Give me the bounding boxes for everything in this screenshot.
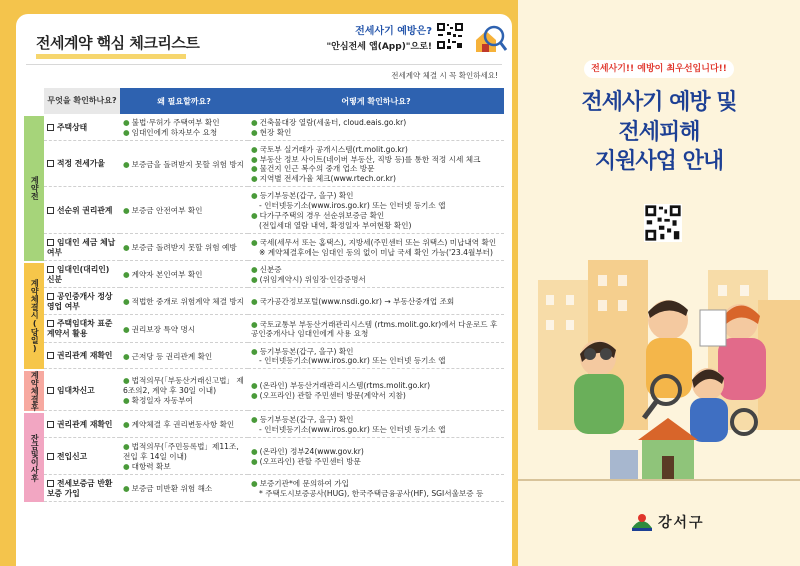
header-why: 왜 필요할까요? [120,88,248,114]
how-line: 다가구주택의 경우 선순위보증금 확인 [259,210,385,220]
how-line: - 인터넷등기소(www.iros.go.kr) 또는 인터넷 등기소 앱 [259,201,446,211]
how-line: ※ 계약체결후에는 임대인 동의 없이 미납 국세 확인 가능('23.4월부터) [259,247,493,257]
checkbox-icon[interactable] [47,320,54,327]
card-title: 전세계약 핵심 체크리스트 [36,34,200,52]
bullet-icon: ● [251,446,258,456]
how-line: (오프라인) 관할 주민센터 방문 [259,456,361,466]
bullet-icon: ● [251,297,258,307]
checkbox-icon[interactable] [47,266,54,273]
app-promo [326,22,432,52]
checkbox-icon[interactable] [47,160,54,167]
header-what: 무엇을 확인하나요? [44,88,120,114]
bullet-icon: ● [251,265,258,275]
checkbox-icon[interactable] [47,239,54,246]
header-how: 어떻게 확인하나요? [248,88,504,114]
check-item[interactable] [44,116,120,141]
how-line: - 인터넷등기소(www.iros.go.kr) 또는 인터넷 등기소 앱 [259,356,446,366]
table-header-row [24,88,504,114]
how-line: 국가공간정보포털(www.nsdi.go.kr) → 부동산중개업 조회 [259,297,455,307]
magnifier-house-icon [470,20,508,58]
category-label [24,413,44,502]
main-title-line3: 지원사업 안내 [594,149,724,175]
check-item[interactable] [44,236,120,261]
table-row [24,440,504,475]
checklist-table [24,86,504,504]
gangseo-logo-icon [630,510,654,532]
how-line: 국토부 실거래가 공개시스템(rt.molit.go.kr) [259,144,408,154]
check-item[interactable] [44,345,120,370]
checkbox-icon[interactable] [47,453,54,460]
table-row [24,290,504,315]
bullet-icon: ● [123,351,130,361]
bullet-icon: ● [251,319,258,329]
how-line: (위임계약시) 위임장·인감증명서 [259,274,366,284]
how-line: (전입세대 열람 내역, 확정일자 부여현황 확인) [259,220,412,230]
why-line: 보증금 안전여부 확인 [131,205,203,215]
check-item[interactable] [44,317,120,342]
how-cell [248,263,504,288]
check-item[interactable] [44,440,120,475]
bullet-icon: ● [251,191,258,201]
slogan-pill: 전세사기!! 예방이 최우선입니다!! [584,60,734,78]
category-label [24,371,44,411]
bullet-icon: ● [123,395,130,405]
why-line: 법적의무(「주민등록법」제11조, 전입 후 14일 이내) [123,442,239,461]
checkbox-icon[interactable] [47,124,54,131]
how-line: 건축물대장 열람(세움터, cloud.eais.go.kr) [259,118,407,127]
main-title-line1: 전세사기 예방 및 [581,90,737,115]
why-cell [120,440,248,475]
check-item-label: 임대인(대리인) 신분 [47,264,110,284]
check-item[interactable] [44,290,120,315]
check-item-label: 공인중개사 정상영업 여부 [47,292,113,312]
check-item[interactable] [44,371,120,411]
bullet-icon: ● [251,154,258,164]
bullet-icon: ● [123,376,130,386]
bullet-icon: ● [251,390,258,400]
category-text: 계약체결후 [30,371,40,412]
why-line: 법적의무(「부동산거래신고법」 제6조의2, 계약 후 30일 이내) [123,376,244,395]
check-item-label: 임대차신고 [57,385,95,395]
table-row [24,236,504,261]
bullet-icon: ● [251,118,258,127]
card-divider [26,64,502,65]
how-cell [248,440,504,475]
why-line: 계약체결 후 권리변동사항 확인 [131,420,235,430]
check-item[interactable] [44,413,120,438]
why-cell [120,236,248,261]
how-line: (온라인) 부동산거래관리시스템(rtms.molit.go.kr) [259,380,431,390]
category-text: 계약체결시(당일) [30,279,40,354]
how-cell [248,371,504,411]
check-item-label: 적정 전세가율 [57,159,105,169]
bullet-icon: ● [123,324,130,334]
why-line: 대항력 확보 [131,461,171,471]
bullet-icon: ● [251,144,258,154]
bullet-icon: ● [123,270,130,280]
qr-code-icon[interactable] [436,22,464,50]
bullet-icon: ● [123,205,130,215]
why-cell [120,477,248,502]
bullet-icon: ● [123,242,130,252]
why-line: 적법한 중개로 위험계약 체결 방지 [131,297,244,307]
why-cell [120,371,248,411]
how-cell [248,290,504,315]
bullet-icon: ● [251,210,258,220]
how-cell [248,236,504,261]
how-line: * 주택도시보증공사(HUG), 한국주택금융공사(HF), SGI서울보증 등 [259,488,484,498]
why-line: 계약자 본인여부 확인 [131,270,203,280]
check-item-label: 주택상태 [57,122,88,132]
checklist-card [16,14,512,566]
why-line: 보증금 돌려받지 못할 위험 예방 [131,242,237,252]
how-cell [248,189,504,233]
how-line: 신분증 [259,265,282,275]
why-line: 확정일자 자동부여 [131,395,193,405]
main-title-line2: 전세피해 [618,119,700,145]
why-cell [120,189,248,233]
bullet-icon: ● [251,380,258,390]
table-row [24,317,504,342]
checkbox-icon[interactable] [47,293,54,300]
table-row [24,345,504,370]
category-label [24,263,44,369]
how-line: 등기부등본(갑구, 을구) 확인 [259,191,354,201]
why-line: 임대인에게 하자보수 요청 [131,127,218,137]
table-row [24,371,504,411]
how-line: - 인터넷등기소(www.iros.go.kr) 또는 인터넷 등기소 앱 [259,425,446,435]
how-line: 등기부등본(갑구, 을구) 확인 [259,415,354,425]
table-row [24,477,504,502]
main-title [538,88,780,177]
check-item-label: 전입신고 [57,451,88,461]
why-cell [120,413,248,438]
title-underline [36,54,186,59]
check-item-label: 전세보증금 반환보증 가입 [47,478,113,498]
bullet-icon: ● [251,415,258,425]
check-item-label: 주택임대차 표준계약서 활용 [47,319,113,339]
checkbox-icon[interactable] [47,421,54,428]
how-line: 국토교통부 부동산거래관리시스템 (rtms.molit.go.kr)에서 다운로드 후 공인중개사나 임대인에게 사용 요청 [251,319,498,339]
how-line: 지역별 전세가율 체크(www.rtech.or.kr) [259,174,396,184]
checkbox-icon[interactable] [47,352,54,359]
bullet-icon: ● [123,461,130,471]
how-cell [248,477,504,502]
bullet-icon: ● [123,483,130,493]
why-line: 보증금을 돌려받지 못할 위험 방지 [131,159,244,169]
bullet-icon: ● [251,127,258,137]
check-item[interactable] [44,189,120,233]
checkbox-icon[interactable] [47,480,54,487]
check-item-label: 권리관계 재확인 [57,351,113,361]
bullet-icon: ● [123,420,130,430]
app-promo-line1: 전세사기 예방은? [355,26,432,37]
category-text: 계약전 [30,176,40,201]
bullet-icon: ● [251,478,258,488]
how-line: 보증기관*에 문의하여 가입 [259,478,349,488]
table-row [24,189,504,233]
why-cell [120,143,248,187]
table-row [24,143,504,187]
how-line: 물건지 인근 복수의 중개 업소 방문 [259,164,375,174]
how-cell [248,317,504,342]
table-row [24,413,504,438]
header-spacer [24,88,44,114]
check-item[interactable] [44,263,120,288]
why-line: 권리보장 특약 명시 [131,324,196,334]
how-cell [248,143,504,187]
family-illustration [518,250,800,500]
how-line: (오프라인) 관할 주민센터 방문(계약서 지참) [259,390,406,400]
bullet-icon: ● [251,346,258,356]
checkbox-icon[interactable] [47,207,54,214]
bullet-icon: ● [251,164,258,174]
how-line: 현장 확인 [259,127,292,137]
cover-panel [518,0,800,566]
why-cell [120,290,248,315]
category-label [24,116,44,261]
bullet-icon: ● [251,274,258,284]
check-item[interactable] [44,143,120,187]
bullet-icon: ● [251,174,258,184]
bullet-icon: ● [123,442,130,452]
why-line: 불법·무허가 주택여부 확인 [131,118,220,127]
table-row [24,263,504,288]
checkbox-icon[interactable] [47,387,54,394]
how-cell [248,413,504,438]
table-body [24,116,504,502]
check-item-label: 임대인 세금 체납 여부 [47,237,116,257]
bullet-icon: ● [123,118,130,127]
app-promo-line2: "안심전세 앱(App)"으로! [326,42,432,52]
district-name: 강서구 [658,515,705,531]
how-cell [248,345,504,370]
bullet-icon: ● [123,127,130,137]
how-line: 국세(세무서 또는 홈택스), 지방세(주민센터 또는 위택스) 미납내역 확인 [259,237,497,247]
why-line: 보증금 미반환 위험 해소 [131,483,213,493]
how-line: (온라인) 정부24(www.gov.kr) [259,446,364,456]
why-cell [120,263,248,288]
bullet-icon: ● [251,237,258,247]
check-item[interactable] [44,477,120,502]
bullet-icon: ● [251,456,258,466]
why-cell [120,116,248,141]
check-item-label: 권리관계 재확인 [57,420,113,430]
qr-code-large-icon[interactable] [644,204,682,242]
how-line: 부동산 정보 사이트(네이버 부동산, 직방 등)를 통한 적정 시세 체크 [259,154,481,164]
check-item-label: 선순위 권리관계 [57,205,113,215]
bullet-icon: ● [123,297,130,307]
why-line: 근저당 등 권리관계 확인 [131,351,213,361]
how-line: 등기부등본(갑구, 을구) 확인 [259,346,354,356]
table-row [24,116,504,141]
why-cell [120,345,248,370]
category-text: 잔금및이사후 [30,433,40,482]
subnote: 전세계약 체결 시 꼭 확인하세요! [391,71,498,80]
why-cell [120,317,248,342]
bullet-icon: ● [123,159,130,169]
how-cell [248,116,504,141]
